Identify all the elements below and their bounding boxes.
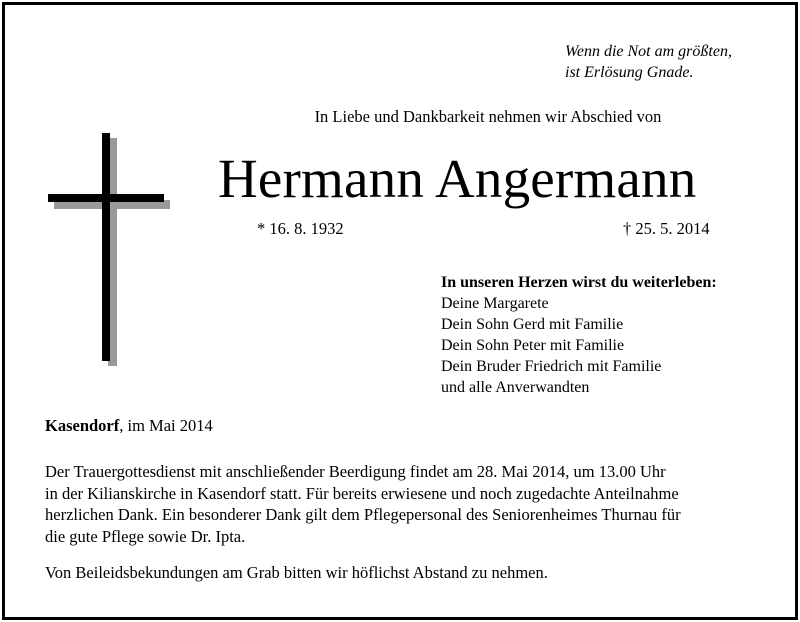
- condolence-request: Von Beileidsbekundungen am Grab bitten wir höflichst Abstand zu nehmen.: [45, 563, 548, 582]
- service-line: die gute Pflege sowie Dr. Ipta.: [45, 526, 246, 546]
- notice-date: , im Mai 2014: [119, 416, 213, 435]
- intro-line: [0, 107, 800, 127]
- motto-line-2: ist Erlösung Gnade.: [565, 64, 694, 81]
- family-member: und alle Anverwandten: [441, 379, 590, 396]
- family-member: Dein Bruder Friedrich mit Familie: [441, 358, 662, 375]
- motto: [565, 41, 732, 83]
- family-list: [441, 272, 717, 398]
- latin-cross-icon: [46, 130, 176, 370]
- place-date: [45, 416, 213, 436]
- place-name: Kasendorf: [45, 416, 120, 435]
- death-date: † 25. 5. 2014: [623, 219, 710, 238]
- motto-line-1: Wenn die Not am größten,: [565, 43, 732, 60]
- family-heading: In unseren Herzen wirst du weiterleben:: [441, 274, 717, 291]
- family-member: Dein Sohn Peter mit Familie: [441, 337, 625, 354]
- deceased-name: Hermann Angermann: [218, 148, 697, 209]
- service-line: herzlichen Dank. Ein besonderer Dank gilt dem Pflegepersonal des Seniorenheimes Thurnau für: [45, 505, 681, 524]
- service-line: in der Kilianskirche in Kasendorf statt. Für bereits erwiesene und noch zugedachte Anteilnahme: [45, 483, 679, 503]
- intro-text: In Liebe und Dankbarkeit nehmen wir Abschied von: [314, 107, 662, 126]
- birth-date: * 16. 8. 1932: [257, 219, 344, 238]
- family-member: Dein Sohn Gerd mit Familie: [441, 316, 624, 333]
- service-paragraph: [45, 461, 765, 547]
- cross-beam-horizontal: [48, 194, 164, 202]
- service-line: Der Trauergottesdienst mit anschließender Beerdigung findet am 28. Mai 2014, um 13.00 Uhr: [45, 462, 666, 481]
- cross-beam-vertical: [102, 133, 110, 361]
- family-member: Deine Margarete: [441, 295, 549, 312]
